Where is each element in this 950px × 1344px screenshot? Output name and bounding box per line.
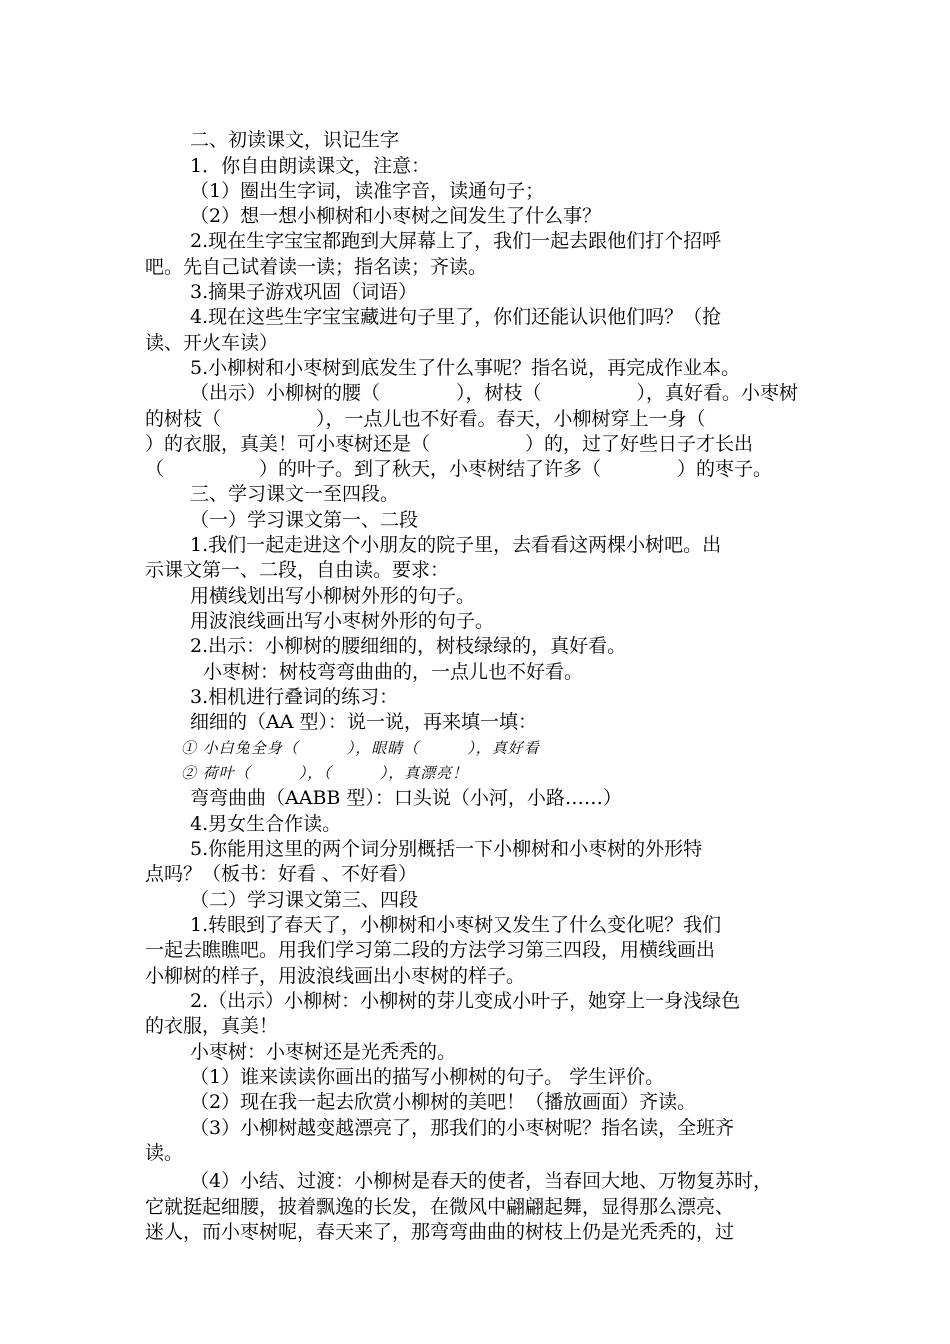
paragraph-line: 的树枝（ ），一点儿也不好看。春天，小柳树穿上一身（ bbox=[145, 408, 706, 430]
paragraph-line: 它就挺起细腰，披着飘逸的长发，在微风中翩翩起舞，显得那么漂亮、 bbox=[145, 1196, 735, 1218]
paragraph-line: 1.我们一起走进这个小朋友的院子里，去看看这两棵小树吧。出 bbox=[190, 534, 722, 556]
paragraph-line: 小柳树的样子，用波浪线画出小枣树的样子。 bbox=[145, 965, 526, 987]
paragraph-line: （4）小结、过渡：小柳树是春天的使者，当春回大地、万物复苏时， bbox=[190, 1170, 773, 1192]
paragraph-line: 的衣服，真美！ bbox=[145, 1015, 279, 1037]
paragraph-line: 一起去瞧瞧吧。用我们学习第二段的方法学习第三四段，用横线画出 bbox=[145, 939, 716, 961]
paragraph-line: 迷人，而小枣树呢，春天来了，那弯弯曲曲的树枝上仍是光秃秃的，过 bbox=[145, 1221, 735, 1243]
paragraph-line: 示课文第一、二段，自由读。要求： bbox=[145, 559, 450, 581]
exercise-line: ② 荷叶（ ），（ ），真漂亮！ bbox=[181, 764, 469, 782]
section-heading-3: 三、学习课文一至四段。 bbox=[190, 483, 400, 505]
paragraph-line: 3.摘果子游戏巩固（词语） bbox=[190, 281, 418, 303]
paragraph-line: （ ）的叶子。到了秋天，小枣树结了许多（ ）的枣子。 bbox=[145, 458, 773, 480]
paragraph-line: 1.转眼到了春天了，小柳树和小枣树又发生了什么变化呢？我们 bbox=[190, 914, 722, 936]
paragraph-line: ）的衣服，真美！可小枣树还是（ ）的，过了好些日子才长出 bbox=[145, 433, 754, 455]
paragraph-line: 5.你能用这里的两个词分别概括一下小柳树和小枣树的外形特 bbox=[190, 838, 703, 860]
paragraph-line: （2）现在我一起去欣赏小柳树的美吧！（播放画面）齐读。 bbox=[190, 1091, 697, 1113]
paragraph-line: 5.小柳树和小枣树到底发生了什么事呢？指名说，再完成作业本。 bbox=[190, 357, 741, 379]
paragraph-line: （3）小柳树越变越漂亮了，那我们的小枣树呢？指名读，全班齐 bbox=[190, 1117, 735, 1139]
paragraph-line: 弯弯曲曲（AABB 型）：口头说（小河，小路……） bbox=[190, 787, 622, 809]
paragraph-line: 细细的（AA 型）：说一说，再来填一填： bbox=[190, 711, 537, 733]
paragraph-line: 用横线划出写小柳树外形的句子。 bbox=[190, 585, 476, 607]
paragraph-line: 3.相机进行叠词的练习： bbox=[190, 686, 399, 708]
paragraph-line: （1）圈出生字词，读准字音，读通句子； bbox=[190, 180, 545, 202]
paragraph-line: （2）想一想小柳树和小枣树之间发生了什么事？ bbox=[190, 205, 602, 227]
paragraph-line: 小枣树：小枣树还是光秃秃的。 bbox=[190, 1041, 457, 1063]
paragraph-line: 2.（出示）小柳树：小柳树的芽儿变成小叶子，她穿上一身浅绿色 bbox=[190, 990, 741, 1012]
section-heading-2: 二、初读课文，识记生字 bbox=[190, 129, 400, 151]
paragraph-line: 读。 bbox=[145, 1142, 184, 1164]
exercise-line: ① 小白兔全身（ ），眼睛（ ），真好看 bbox=[181, 739, 540, 757]
paragraph-line: 读、开火车读） bbox=[145, 332, 279, 354]
subsection-heading: （一）学习课文第一、二段 bbox=[190, 509, 419, 531]
paragraph-line: 用波浪线画出写小枣树外形的句子。 bbox=[190, 610, 495, 632]
paragraph-line: （1）谁来读读你画出的描写小柳树的句子。 学生评价。 bbox=[190, 1066, 665, 1088]
paragraph-line: 4.男女生合作读。 bbox=[190, 813, 342, 835]
paragraph-line: 点吗？（板书：好看 、不好看） bbox=[145, 863, 418, 885]
paragraph-line: 4.现在这些生字宝宝藏进句子里了，你们还能认识他们吗？（抢 bbox=[190, 306, 722, 328]
subsection-heading: （二）学习课文第三、四段 bbox=[190, 889, 419, 911]
paragraph-line: 1．你自由朗读课文，注意： bbox=[190, 155, 431, 177]
paragraph-line: 吧。先自己试着读一读；指名读；齐读。 bbox=[145, 256, 488, 278]
paragraph-line: 小枣树：树枝弯弯曲曲的，一点儿也不好看。 bbox=[203, 661, 584, 683]
paragraph-line: 2.出示：小柳树的腰细细的，树枝绿绿的，真好看。 bbox=[190, 635, 627, 657]
paragraph-line: 2.现在生字宝宝都跑到大屏幕上了，我们一起去跟他们打个招呼 bbox=[190, 230, 722, 252]
paragraph-line: （出示）小柳树的腰（ ），树枝（ ），真好看。小枣树 bbox=[190, 382, 799, 404]
